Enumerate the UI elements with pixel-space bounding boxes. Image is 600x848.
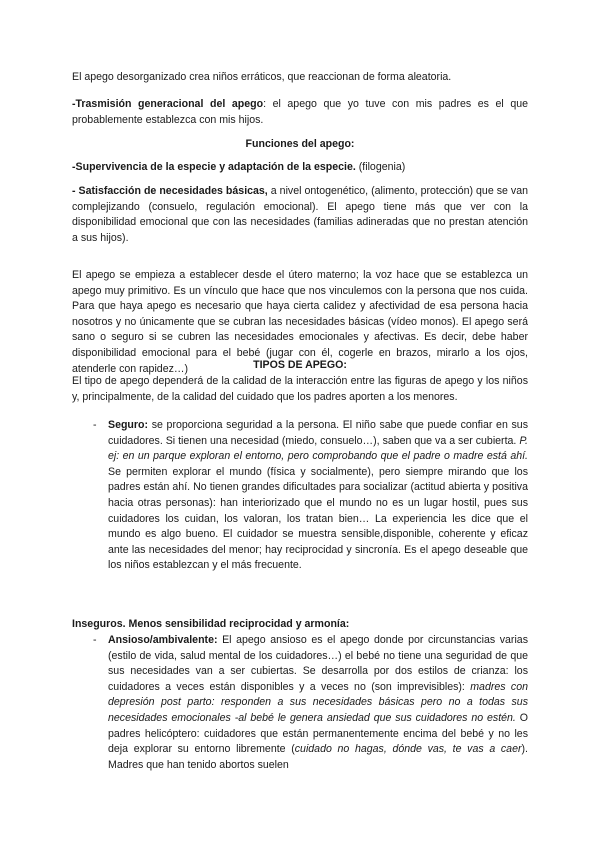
paragraph-seguro <box>108 418 528 574</box>
heading-tipos: TIPOS DE APEGO: <box>253 359 347 371</box>
ansioso-example-1: madres con depresión post parto: responden a sus necesidades básicas pero no a todas sus necesidades emocionales -al bebé le genera ansiedad que sus cuidadores no estén. <box>108 680 528 724</box>
satisfaccion-text: a nivel ontogenético, (alimento, protección) que se van complejizando (consuelo, regulación emocional). El apego tiene más que ver con la disponibilidad emocional que con las necesidades (familias adineradas que no prestan atención a sus hijos). <box>72 185 528 244</box>
heading-inseguros: Inseguros. Menos sensibilidad reciprocidad y armonía: <box>72 618 350 630</box>
paragraph-tipo-intro: El tipo de apego dependerá de la calidad de la interacción entre las figuras de apego y los niños y, principalmente, de la calidad del cuidado que los padres aporten a los menores. <box>72 375 528 403</box>
ansioso-example-2: cuidado no hagas, dónde vas, te vas a caer <box>294 743 522 756</box>
ansioso-lead: Ansioso/ambivalente: <box>108 634 218 646</box>
trasmision-lead: -Trasmisión generacional del apego <box>72 98 264 110</box>
seguro-example: P. ej: en un parque exploran el entorno, pero comprobando que el padre o madre está ahí. <box>108 434 528 463</box>
seguro-lead: Seguro: <box>108 419 149 431</box>
supervivencia-text: (filogenia) <box>355 161 406 173</box>
heading-funciones: Funciones del apego: <box>245 138 355 150</box>
paragraph-satisfaccion <box>72 184 528 246</box>
seguro-text-1: se proporciona seguridad a la persona. El niño sabe que puede confiar en sus cuidadores. Si tienen una necesidad (miedo, consuelo…), saben que va a ser cubierta. <box>108 419 528 447</box>
ansioso-text-1: El apego ansioso es el apego donde por circunstancias varias (estilo de vida, salud mental de los cuidadores…) el bebé no tiene una seguridad de que sus necesidades van a ser cubiertas. Se desarrolla por dos estilos de crianza: los cuidadores a veces están disponibles y a veces no (son imprevisibles): <box>108 634 528 693</box>
seguro-text-2: Se permiten explorar el mundo (física y socialmente), pero siempre mirando que los padres están ahí. No tienen grandes dificultades para socializar (actitud abierta y positiva hacia otras personas): han interiorizado que el mundo no es un lugar hostil, pues sus cuidadores los cuidan, los valoran, los tratan bien… La experiencia les dice que el mundo es algo bueno. El cuidador se muestra sensible,disponible, coherente y eficaz ante las necesidades del menor; hay reciprocidad y sincronía. Es el apego deseable que los niños establezcan y el más frecuente. <box>108 465 528 572</box>
ansioso-text-2: O padres helicóptero: cuidadores que están permanentemente encima del bebé y no les deja explorar su entorno libremente ( <box>108 711 528 756</box>
ansioso-text-3: ). Madres que han tenido abortos suelen <box>108 743 528 771</box>
paragraph-ansioso <box>108 633 528 773</box>
bullet-dash-ansioso: - <box>93 634 97 646</box>
bullet-dash-seguro: - <box>93 419 97 431</box>
supervivencia-lead: -Supervivencia de la especie y adaptación de la especie. <box>72 161 356 173</box>
paragraph-desorganizado: El apego desorganizado crea niños erráticos, que reaccionan de forma aleatoria. <box>72 71 452 83</box>
paragraph-trasmision <box>72 97 528 128</box>
paragraph-utero: El apego se empieza a establecer desde el útero materno; la voz hace que se establezca un apego muy primitivo. Es un vínculo que hace que nos vinculemos con la persona que nos cuida. Para que haya apego es necesario que haya cierta calidez y afectividad de esa persona hacia nosotros y no únicamente que se cubran las necesidades básicas (vídeo monos). El apego será sano o seguro si se cubren las necesidades emocionales y afectivas. Es decir, debe haber disponibilidad emocional para el bebé (jugar con él, cogerle en brazos, mirarlo a los ojos, atenderle con rapidez…) <box>72 269 528 375</box>
trasmision-text: : el apego que yo tuve con mis padres es el que probablemente establezca con mis hijos. <box>72 98 529 126</box>
satisfaccion-lead: - Satisfacción de necesidades básicas, <box>72 185 268 197</box>
paragraph-supervivencia <box>72 160 528 176</box>
